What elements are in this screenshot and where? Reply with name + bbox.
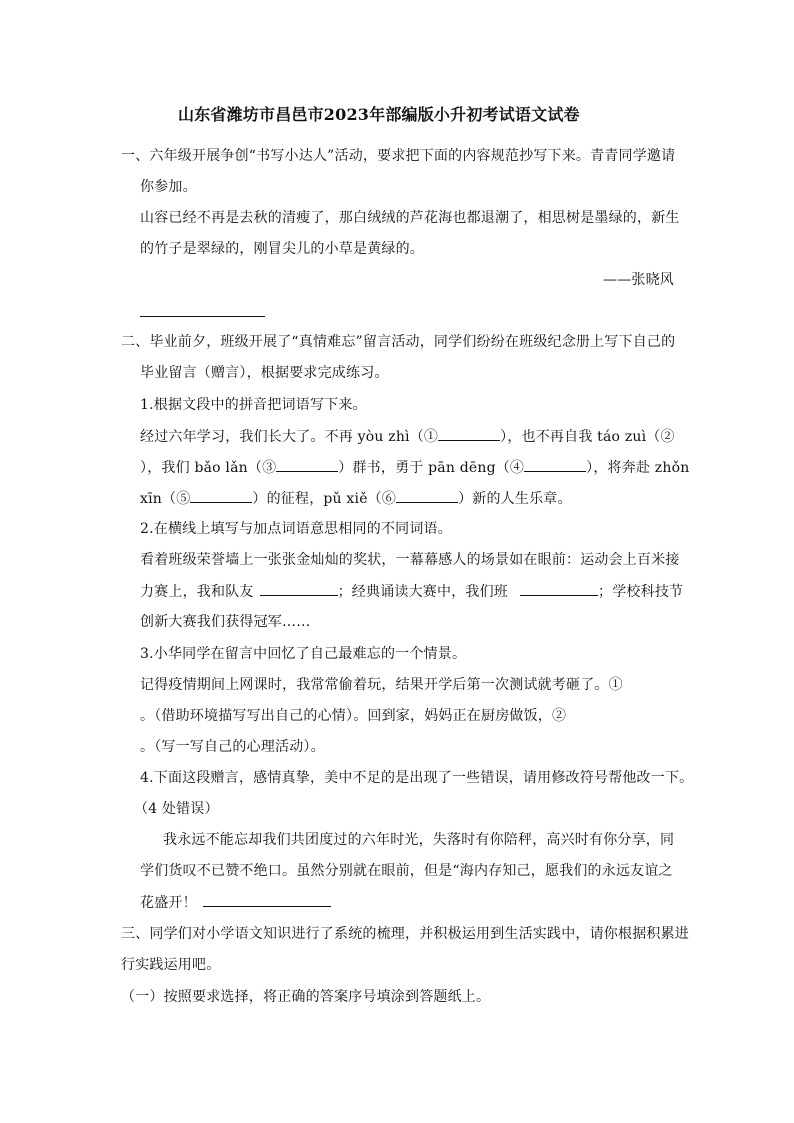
question-1-passage-line-1: 山容已经不再是去秋的清瘦了，那白绒绒的芦花海也都退潮了，相思树是墨绿的，新生 xyxy=(140,210,680,226)
pinyin-text-3a: xīn（⑤ xyxy=(140,491,191,507)
pinyin-text-3b: ）的征程，pǔ xiě（⑥ xyxy=(252,491,397,507)
pinyin-text-1b: ），也不再自我 táo zuì（② xyxy=(500,429,675,445)
pinyin-text-2c: ），将奔赴 zhǒn xyxy=(586,460,690,476)
s2-text-a: 力赛上，我和队友 xyxy=(140,584,254,600)
subquestion-1-title: 1.根据文段中的拼音把词语写下来。 xyxy=(140,397,367,413)
question-1-line-1: 一、六年级开展争创“书写小达人”活动，要求把下面的内容规范抄写下来。青青同学邀请 xyxy=(121,148,676,164)
pinyin-text-2a: ），我们 bǎo lǎn（③ xyxy=(140,460,277,476)
blank-6[interactable] xyxy=(396,488,458,503)
subquestion-2-title: 2.在横线上填写与加点词语意思相同的不同词语。 xyxy=(140,521,452,537)
question-2-line-1: 二、毕业前夕，班级开展了“真情难忘”留言活动，同学们纷纷在班级纪念册上写下自己的 xyxy=(121,334,676,350)
pinyin-line-1 xyxy=(140,426,675,447)
blank-5[interactable] xyxy=(190,488,252,503)
question-2-line-2: 毕业留言（赠言），根据要求完成练习。 xyxy=(140,365,389,381)
blank-4[interactable] xyxy=(524,457,586,472)
copy-answer-line[interactable] xyxy=(140,316,265,317)
question-1-passage-line-2: 的竹子是翠绿的，刚冒尖儿的小草是黄绿的。 xyxy=(140,241,424,257)
question-3-line-2: 行实践运用吧。 xyxy=(121,957,221,973)
page-title: 山东省潍坊市昌邑市2023年部编版小升初考试语文试卷 xyxy=(178,105,580,124)
subquestion-3-line-1: 记得疫情期间上网课时，我常常偷着玩，结果开学后第一次测试就考砸了。① xyxy=(140,677,623,693)
subquestion-4-passage-line-2: 学们货叹不已赞不绝口。虽然分别就在眼前，但是“海内存知己，愿我们的永远友谊之 xyxy=(140,863,673,879)
blank-1[interactable] xyxy=(438,426,500,441)
pinyin-line-2 xyxy=(140,457,689,478)
subquestion-4-note: （4 处错误） xyxy=(134,801,219,817)
question-3-line-1: 三、同学们对小学语文知识进行了系统的梳理，并积极运用到生活实践中，请你根据积累进 xyxy=(121,926,689,942)
pinyin-text-1a: 经过六年学习，我们长大了。不再 yòu zhì（① xyxy=(140,429,439,445)
subquestion-2-line-1: 看着班级荣誉墙上一张张金灿灿的奖状，一幕幕感人的场景如在眼前：运动会上百米接 xyxy=(140,552,680,568)
pinyin-text-2b: ）群书，勇于 pān dēng（④ xyxy=(338,460,525,476)
subquestion-3-line-2: 。（借助环境描写写出自己的心情）。回到家，妈妈正在厨房做饭，② xyxy=(140,708,567,724)
question-3-subsection-1: （一）按照要求选择，将正确的答案序号填涂到答题纸上。 xyxy=(121,989,491,1005)
subquestion-3-line-3: 。（写一写自己的心理活动）。 xyxy=(140,739,325,755)
blank-teammate[interactable] xyxy=(260,581,338,596)
subquestion-4-title: 4.下面这段赠言，感情真挚，美中不足的是出现了一些错误，请用修改符号帮他改一下。 xyxy=(140,770,694,786)
s4-text-end: 花盛开！ xyxy=(140,895,197,911)
subquestion-4-passage-line-3 xyxy=(140,892,331,913)
blank-3[interactable] xyxy=(276,457,338,472)
subquestion-2-line-3: 创新大赛我们获得冠军…… xyxy=(140,614,311,630)
blank-class[interactable] xyxy=(520,581,598,596)
question-1-line-2: 你参加。 xyxy=(140,179,197,195)
subquestion-4-passage-line-1: 我永远不能忘却我们共团度过的六年时光，失落时有你陪秤，高兴时有你分享，同 xyxy=(163,832,675,848)
s2-text-c: ；学校科技节 xyxy=(598,584,684,600)
pinyin-line-3 xyxy=(140,488,572,509)
pinyin-text-3c: ）新的人生乐章。 xyxy=(458,491,572,507)
subquestion-3-title: 3.小华同学在留言中回忆了自己最难忘的一个情景。 xyxy=(140,646,467,662)
s2-text-b: ；经典诵读大赛中，我们班 xyxy=(337,584,509,600)
passage-author: ——张晓风 xyxy=(603,272,674,288)
subquestion-2-line-2 xyxy=(140,581,683,602)
blank-correction[interactable] xyxy=(203,892,331,907)
